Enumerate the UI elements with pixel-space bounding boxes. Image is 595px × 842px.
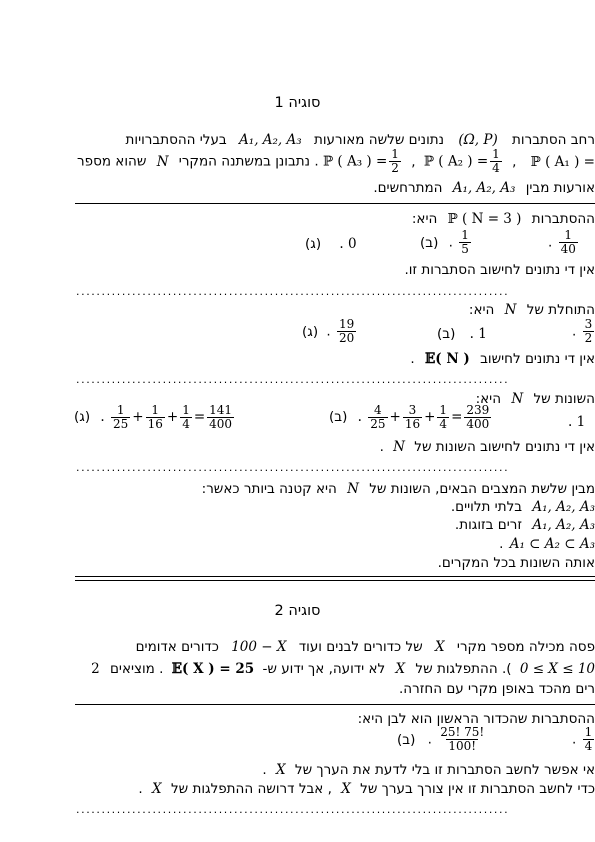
frac-num: 1 <box>439 403 448 417</box>
dotted-separator: ..................................................................................... <box>76 463 510 473</box>
option-value: 1 <box>576 414 586 430</box>
frac-den: 25 <box>370 417 386 431</box>
fraction <box>146 404 165 431</box>
frac-den: 100! <box>448 739 477 753</box>
frac-den: 400 <box>209 417 233 431</box>
fraction <box>437 404 449 431</box>
option-label: (ג) <box>74 409 91 425</box>
frac-den: 16 <box>404 417 421 431</box>
t1-q4-option-d: אותה השונות בכל המקרים. <box>437 555 595 571</box>
section-divider <box>75 576 595 581</box>
frac-den: 20 <box>339 331 355 345</box>
frac-num: 3 <box>408 403 417 417</box>
events-list: A₁, A₂, A₃ <box>239 132 302 148</box>
t1-q4-option-b <box>455 517 595 533</box>
prob-a1-expr: ℙ ( A₁ ) = <box>530 153 595 170</box>
events-list: A₁, A₂, A₃ <box>532 517 595 533</box>
stem-text: ההסתברות <box>531 211 595 227</box>
intro-text: נתונים שלשה מאורעות <box>313 132 445 148</box>
frac-den: 5 <box>461 242 469 256</box>
t2-q1-option-d: כדי לחשב הסתברות זו אין צורך בערך של X , אבל דרושה ההתפלגות של X . <box>138 781 595 797</box>
option-text: בלתי תלויים. <box>450 499 523 515</box>
prob-a3-expr: ℙ ( A₃ ) = <box>322 153 388 170</box>
option-label: (ב) <box>329 409 348 425</box>
prob-a1 <box>531 154 595 170</box>
intro-text: בעלי ההסתברויות <box>125 132 227 148</box>
prob-a2 <box>424 148 504 175</box>
t1-q1-stem <box>412 211 595 227</box>
var-x: X <box>152 781 162 797</box>
t2-q1-option-c: אי אפשר לחשב הסתברות זו בלי לדעת את הערך של X . <box>262 762 595 778</box>
topic1-intro-line3 <box>373 180 595 196</box>
option-text: זרים בזוגות. <box>454 517 523 533</box>
option-label: (ג) <box>305 236 322 252</box>
t1-q3-option-c: . $\frac{1}{25}$ + $\frac{1}{16}$ + $\frac{1}{4}$ = $\frac{141}{400}$ (ג) <box>74 403 233 431</box>
option-text: כדי לחשב הסתברות זו אין צורך בערך של <box>360 781 595 797</box>
intro-text: רחב הסתברות <box>512 132 595 148</box>
t1-q2-option-d: אין די נתונים לחישוב 𝔼( N ) . <box>410 351 595 367</box>
fraction <box>403 404 422 431</box>
fraction <box>583 318 595 345</box>
frac-num: 1 <box>391 147 399 161</box>
t1-q2-option-b: . 1 (ב) <box>437 326 487 342</box>
stem-text: היא: <box>468 302 495 318</box>
t1-q4-option-c: A₁ ⊂ A₂ ⊂ A₃ . <box>499 536 595 552</box>
frac-num: 1 <box>564 228 573 242</box>
fraction <box>180 404 192 431</box>
var-n: N <box>347 481 359 497</box>
t1-q2-option-c: . $\frac{19}{20}$ (ג) <box>302 317 355 345</box>
frac-num: 3 <box>584 317 593 331</box>
probability-space: (Ω, P) <box>458 132 498 148</box>
t2-q1-option-b: . $\frac{25! 75!}{100!}$ (ב) <box>397 725 485 753</box>
frac-den: 2 <box>584 331 593 345</box>
frac-den: 4 <box>584 739 593 753</box>
intro-text: ). ההתפלגות של <box>415 661 512 677</box>
t1-q1-option-c: . 0 (ג) <box>305 236 357 252</box>
frac-num: 1 <box>116 403 125 417</box>
frac-den: 4 <box>492 161 500 175</box>
intro-text: פסה מכילה מספר מקרי <box>456 639 595 655</box>
frac-num: 1 <box>461 228 469 242</box>
topic2-intro-line2 <box>91 661 595 677</box>
option-text: אין די נתונים לחישוב <box>480 351 595 367</box>
var-n: N <box>393 439 405 455</box>
frac-num: 19 <box>339 317 355 331</box>
option-label: (ב) <box>420 234 439 251</box>
fraction <box>559 229 578 256</box>
option-text: אי אפשר לחשב הסתברות זו בלי לדעת את הערך של <box>294 762 595 778</box>
events-list: A₁, A₂, A₃ <box>452 180 516 196</box>
var-n: N <box>511 391 524 407</box>
events-list: A₁, A₂, A₃ <box>532 499 595 515</box>
frac-num: 141 <box>209 403 233 417</box>
divider <box>75 704 595 705</box>
t2-q1-option-a: . $\frac{1}{4}$ <box>572 725 593 753</box>
option-text: , אבל דרושה ההתפלגות של <box>170 781 332 797</box>
stem-text: היא: <box>411 211 438 227</box>
t1-q4-stem <box>202 481 595 497</box>
stem-text: השונות של <box>533 391 595 407</box>
topic2-title: סוגיה 2 <box>274 603 321 619</box>
frac-den: 400 <box>466 417 490 431</box>
frac-den: 16 <box>147 417 163 431</box>
option-label: (ג) <box>302 323 319 340</box>
topic2-intro-line1 <box>136 639 595 655</box>
stem-text: היא קטנה ביותר כאשר: <box>201 481 337 497</box>
fraction <box>389 148 401 175</box>
fraction <box>459 229 471 256</box>
intro-text: שהוא מספר <box>77 153 147 170</box>
var-n: N <box>156 153 169 170</box>
t1-q4-option-a <box>451 499 595 515</box>
var-x: X <box>341 781 351 797</box>
intro-text: כדורים אדומים <box>135 639 219 655</box>
stem-text: התוחלת של <box>526 302 595 318</box>
fraction <box>490 148 502 175</box>
dotted-separator: ..................................................................................... <box>76 375 510 385</box>
frac-num: 1 <box>151 403 160 417</box>
t1-q2-option-a: . $\frac{3}{2}$ <box>572 317 593 345</box>
intro-text: של כדורים לבנים ועוד <box>298 639 423 655</box>
intro-text: המתרחשים. <box>373 180 443 196</box>
frac-den: 25 <box>113 417 129 431</box>
frac-den: 2 <box>391 161 399 175</box>
t1-q3-option-d: אין די נתונים לחישוב השונות של N . <box>379 439 595 455</box>
stem-text: מבין שלשת המצבים הבאים, השונות של <box>369 481 595 497</box>
var-x: X <box>435 639 445 655</box>
topic1-intro-line1 <box>126 132 595 148</box>
t1-q1-option-d: אין די נתונים לחישוב הסתברות זו. <box>404 262 595 278</box>
option-value: 0 <box>348 236 357 252</box>
expectation-expr: 𝔼( X ) = 25 <box>171 661 255 677</box>
frac-den: 4 <box>182 417 190 431</box>
option-label: (ב) <box>397 731 416 748</box>
t2-q1-stem: ההסתברות שהכדור הראשון הוא לבן היא: <box>357 711 595 727</box>
intro-text: . מוציאים <box>109 661 164 677</box>
stem-text: היא: <box>475 391 502 407</box>
range-expr: 0 ≤ X ≤ 10 <box>519 661 595 677</box>
frac-den: 40 <box>560 242 576 256</box>
frac-num: 1 <box>492 147 500 161</box>
frac-num: 1 <box>584 725 593 739</box>
t1-q3-option-b: . $\frac{4}{25}$ + $\frac{3}{16}$ + $\frac{1}{4}$ = $\frac{239}{400}$ (ב) <box>329 403 490 431</box>
frac-num: 25! 75! <box>440 725 485 739</box>
fraction <box>368 404 387 431</box>
frac-den: 4 <box>439 417 448 431</box>
frac-num: 1 <box>182 403 190 417</box>
option-value: 1 <box>478 326 487 342</box>
var-n: N <box>504 302 517 318</box>
frac-num: 4 <box>374 403 382 417</box>
t1-q3-option-a: . 1 <box>568 414 586 430</box>
var-x: X <box>395 661 406 677</box>
stem-expr: ℙ ( N = 3 ) <box>447 211 522 227</box>
fraction <box>438 726 486 753</box>
fraction <box>464 404 491 431</box>
red-count-expr: 100 − X <box>231 639 287 655</box>
subset-chain: A₁ ⊂ A₂ ⊂ A₃ <box>509 536 595 552</box>
t1-q3-stem <box>476 391 595 407</box>
dotted-separator: ..................................................................................... <box>76 805 510 815</box>
intro-text: אורעות מבין <box>525 180 595 196</box>
expectation-expr: 𝔼( N ) <box>425 351 470 367</box>
topic2-intro-line3: רים מהכד באופן מקרי עם החזרה. <box>398 681 595 697</box>
option-text: אין די נתונים לחישוב השונות של <box>414 439 595 455</box>
dotted-separator: ..................................................................................... <box>76 287 510 297</box>
intro-text: לא ידועה, אך ידוע ש- <box>262 661 386 677</box>
fraction <box>111 404 130 431</box>
topic1-title: סוגיה 1 <box>274 95 321 111</box>
count-value: 2 <box>91 661 100 677</box>
fraction <box>583 726 595 753</box>
intro-text: . נתבונן במשתנה המקרי <box>178 153 319 170</box>
fraction <box>207 404 234 431</box>
prob-a2-expr: ℙ ( A₂ ) = <box>423 153 489 170</box>
frac-num: 239 <box>466 403 490 417</box>
topic1-intro-line2: ℙ ( A₁ ) = , ℙ ( A₂ ) = $\frac{1}{4}$ , ℙ ( A₃ ) = $\frac{1}{2}$ . נתבונן במשתנה המקרי N שהוא מספר <box>77 147 595 175</box>
t1-q1-option-b: . $\frac{1}{5}$ (ב) <box>420 228 469 256</box>
prob-a3 <box>323 148 403 175</box>
t1-q2-stem <box>469 302 595 318</box>
fraction <box>337 318 356 345</box>
t1-q1-option-a: . $\frac{1}{40}$ <box>548 228 576 256</box>
option-label: (ב) <box>437 326 456 342</box>
var-x: X <box>275 762 286 778</box>
divider <box>75 203 595 204</box>
